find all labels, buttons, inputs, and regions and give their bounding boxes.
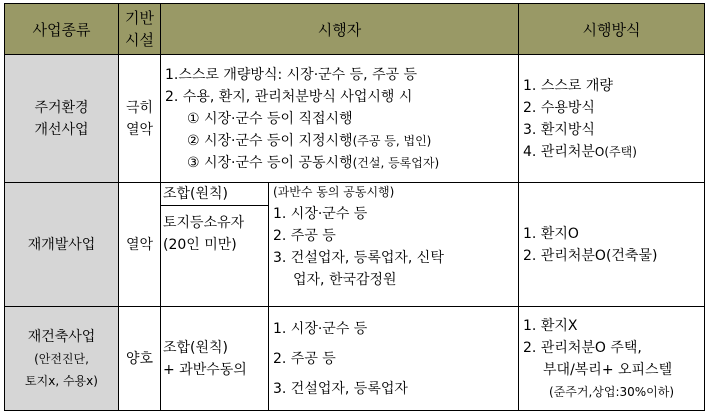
implementer-text: ② 시장·군수 등이 지정시행: [187, 132, 353, 149]
implementer-line: (과반수 동의 공동시행): [273, 185, 395, 199]
implementer-line: 업자, 한국감정원: [293, 272, 397, 288]
implementer-cell: [269, 183, 519, 307]
method-line: 1. 환지O: [523, 225, 579, 242]
method-line: [519, 141, 704, 163]
header-method: 시행방식: [519, 4, 705, 55]
header-row: [5, 4, 705, 55]
category-line2: (안전진단,: [34, 351, 89, 366]
implementer-line: 3. 건설업자, 등록업자: [273, 380, 408, 397]
header-infrastructure-line2: 시설: [125, 31, 154, 49]
method-line: 3. 환지방식: [523, 121, 595, 138]
implementer-line: ① 시장·군수 등이 직접시행: [187, 110, 353, 127]
category-line2: 개선사업: [34, 121, 89, 138]
table-row: [5, 183, 705, 307]
implementer-line: 1. 시장·군수 등: [273, 320, 368, 337]
header-implementer: 시행자: [161, 4, 519, 55]
basis-cell: 양호: [119, 307, 161, 411]
implementer-note: (건설, 등록업자): [352, 155, 440, 170]
sub-implementer-owners: 토지등소유자: [163, 215, 245, 231]
basis-cell: [119, 55, 161, 183]
sub-implementer-consent: + 과반수동의: [163, 361, 247, 378]
implementer-line: 3. 건설업자, 등록업자, 신탁: [273, 250, 444, 266]
category-line1: 주거환경: [34, 99, 89, 116]
method-line: 2. 관리처분O(건축물): [523, 247, 658, 264]
category-cell: 재개발사업: [5, 183, 119, 307]
table-row: [5, 55, 705, 183]
implementer-line: [161, 130, 518, 152]
implementer-line: 1.스스로 개량방식: 시장·군수 등, 주공 등: [165, 66, 418, 83]
method-line: 2. 관리처분O 주택,: [523, 339, 642, 356]
category-cell: [5, 55, 119, 183]
sub-implementer-cell: [161, 183, 269, 307]
category-line3: 토지x, 수용x): [25, 373, 98, 388]
method-line: 1. 환지X: [523, 317, 578, 334]
method-note: O(주택): [594, 144, 637, 159]
sub-implementer-owners-note: (20인 미만): [163, 237, 237, 253]
header-infrastructure-line1: 기반: [125, 9, 154, 27]
implementer-line: [161, 152, 518, 174]
method-cell: [519, 307, 705, 411]
implementer-line: 2. 수용, 환지, 관리처분방식 사업시행 시: [165, 88, 413, 105]
table-row: [5, 307, 705, 411]
implementer-cell: [269, 307, 519, 411]
sub-implementer-union: 조합(원칙): [161, 183, 268, 206]
method-line: 부대/복리+ 오피스텔: [543, 361, 673, 378]
category-line1: 재건축사업: [27, 328, 96, 345]
implementer-text: ③ 시장·군수 등이 공동시행: [187, 154, 353, 171]
sub-implementer-cell: [161, 307, 269, 411]
basis-cell: 열악: [119, 183, 161, 307]
implementer-line: 2. 주공 등: [273, 228, 336, 244]
method-note: (준주거,상업:30%이하): [548, 384, 675, 399]
header-business-type: 사업종류: [5, 4, 119, 55]
method-line: 1. 스스로 개량: [523, 77, 613, 94]
method-text: 4. 관리처분: [523, 143, 595, 160]
category-cell: [5, 307, 119, 411]
method-cell: [519, 55, 705, 183]
sub-implementer-union: 조합(원칙): [163, 339, 229, 356]
header-infrastructure: [119, 4, 161, 55]
implementer-line: 1. 시장·군수 등: [273, 206, 368, 222]
implementer-line: 2. 주공 등: [273, 350, 336, 367]
implementer-note: (주공 등, 법인): [352, 133, 432, 148]
implementer-cell: [161, 55, 519, 183]
method-line: 2. 수용방식: [523, 99, 595, 116]
basis-line1: 극히: [125, 99, 154, 116]
method-cell: [519, 183, 705, 307]
basis-line2: 열악: [125, 121, 154, 138]
redevelopment-comparison-table: [4, 3, 705, 411]
